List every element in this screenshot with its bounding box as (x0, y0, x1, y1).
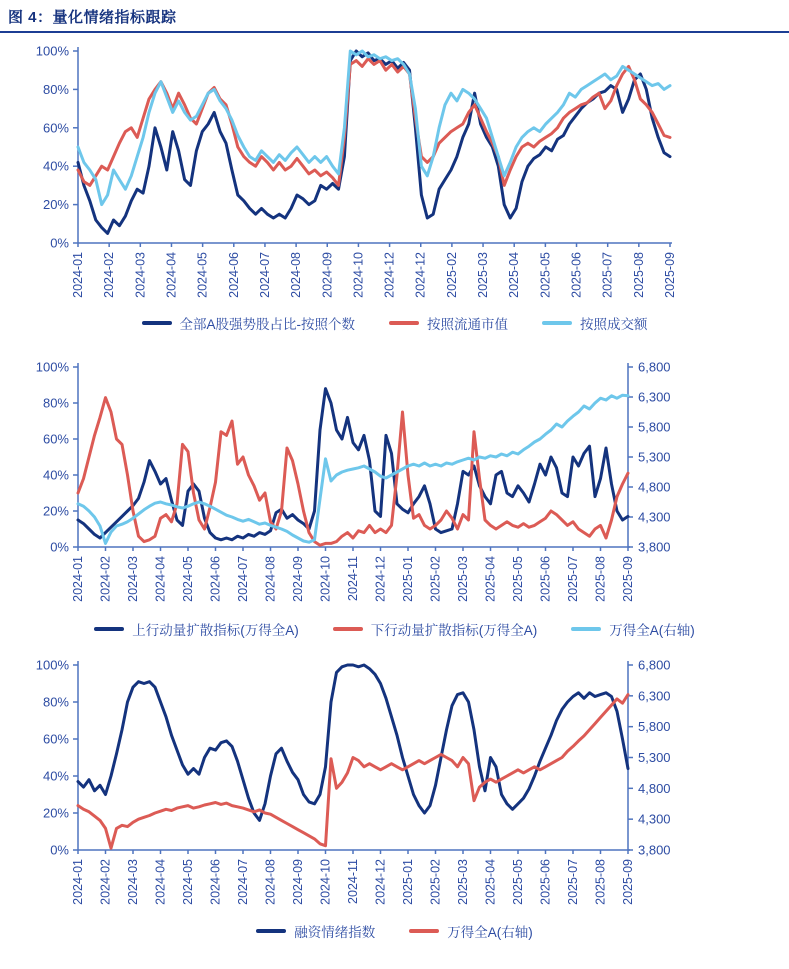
y-axis-tick-label: 100% (35, 359, 69, 375)
x-axis-label-group (511, 859, 525, 905)
y-axis-tick-label: 80% (42, 694, 69, 710)
x-axis-label: 2024-10 (318, 859, 333, 905)
y-axis-tick-label: 40% (42, 158, 69, 174)
x-axis-label: 2024-03 (133, 252, 148, 298)
legend-item-2 (571, 619, 695, 639)
chart3-legend (0, 919, 789, 943)
x-axis-label-group (258, 252, 272, 298)
x-axis-label-group (507, 252, 521, 298)
legend-item-1 (409, 921, 533, 941)
x-axis-label: 2024-12 (373, 556, 388, 602)
x-axis-label-group (383, 252, 397, 298)
x-axis-label-group (71, 556, 85, 602)
x-axis-label-group (196, 252, 210, 298)
x-axis-label: 2025-02 (428, 556, 443, 602)
x-axis-label: 2024-11 (346, 859, 360, 904)
x-axis-label: 2024-08 (289, 252, 304, 298)
x-axis-label-group (346, 556, 360, 601)
x-axis-label: 2025-03 (456, 556, 470, 602)
x-axis-label-group (351, 252, 365, 298)
legend-label: 按照流通市值 (427, 317, 508, 332)
x-axis-label-group (484, 556, 498, 602)
legend-label: 万得全A(右轴) (609, 623, 695, 638)
x-axis-label: 2024-10 (318, 556, 333, 602)
x-axis-label: 2024-06 (208, 556, 223, 602)
y-axis-tick-label: 0% (50, 842, 69, 858)
x-axis-label-group (621, 859, 635, 905)
x-axis-label-group (566, 556, 580, 602)
x-axis-label-group (289, 252, 303, 298)
x-axis-label: 2025-07 (566, 556, 580, 602)
x-axis-label-group (236, 859, 250, 905)
x-axis-label: 2024-07 (257, 252, 272, 298)
x-axis-label: 2025-09 (621, 556, 635, 602)
x-axis-label-group (570, 252, 584, 298)
x-axis-label: 2025-04 (483, 556, 498, 602)
x-axis-label: 2024-05 (181, 859, 195, 905)
y-axis-tick-label: 20% (42, 197, 69, 213)
x-axis-label-group (154, 859, 168, 905)
x-axis-label-group (164, 252, 178, 298)
x-axis-label-group (484, 859, 498, 905)
legend-line-swatch (389, 321, 419, 325)
series-line-2 (78, 51, 670, 205)
x-axis-label: 2025-01 (401, 556, 415, 602)
y-axis-tick-label: 60% (42, 120, 69, 136)
chart2-legend (0, 617, 789, 641)
figure-title: 图 4：量化情绪指标跟踪 (8, 9, 177, 26)
x-axis-label-group (456, 556, 470, 602)
legend-item-1 (389, 313, 508, 333)
x-axis-label: 2024-07 (236, 556, 250, 602)
x-axis-label: 2025-07 (566, 859, 580, 905)
legend-line-swatch (333, 627, 363, 631)
x-axis-label: 2024-09 (291, 859, 305, 905)
y-axis-tick-label: 60% (42, 731, 69, 747)
x-axis-label: 2024-04 (153, 859, 168, 905)
legend-item-2 (542, 313, 648, 333)
y-axis-tick-label: 60% (42, 431, 69, 447)
series-line-0 (78, 51, 670, 233)
x-axis-label: 2024-08 (263, 859, 278, 905)
right-axis-tick-label: 6,800 (638, 657, 671, 673)
figure-title-bar (0, 0, 789, 33)
x-axis-label-group (621, 556, 635, 602)
x-axis-label: 2025-01 (401, 859, 415, 905)
x-axis-label-group (539, 556, 553, 602)
x-axis-label-group (264, 556, 278, 602)
x-axis-label: 2024-03 (126, 556, 140, 602)
chart-momentum-diffusion (0, 349, 789, 641)
right-axis-tick-label: 6,300 (638, 389, 671, 405)
x-axis-label: 2024-10 (351, 252, 366, 298)
x-axis-label-group (401, 859, 415, 905)
x-axis-label: 2024-12 (413, 252, 428, 298)
x-axis-label: 2025-06 (538, 859, 553, 905)
legend-label: 上行动量扩散指标(万得全A) (132, 623, 299, 638)
right-axis-tick-label: 4,800 (638, 479, 671, 495)
right-axis-tick-label: 5,300 (638, 449, 671, 465)
x-axis-label: 2024-01 (71, 252, 85, 298)
x-axis-label: 2025-09 (663, 252, 677, 298)
x-axis-label-group (374, 859, 388, 905)
x-axis-label-group (476, 252, 490, 298)
x-axis-label: 2024-03 (126, 859, 140, 905)
x-axis-label-group (429, 859, 443, 905)
x-axis-label: 2024-08 (263, 556, 278, 602)
right-axis-tick-label: 5,800 (638, 719, 671, 735)
x-axis-label: 2025-08 (593, 556, 608, 602)
x-axis-label: 2025-06 (538, 556, 553, 602)
chart-margin-sentiment (0, 653, 789, 943)
x-axis-label-group (538, 252, 552, 298)
x-axis-label: 2025-03 (476, 252, 491, 298)
legend-item-0 (142, 313, 356, 333)
series-line-0 (78, 665, 628, 820)
x-axis-label: 2024-05 (181, 556, 195, 602)
x-axis-label-group (594, 556, 608, 602)
x-axis-label-group (456, 859, 470, 905)
chart1-legend (0, 311, 789, 335)
x-axis-label-group (291, 859, 305, 905)
x-axis-label-group (227, 252, 241, 298)
legend-item-0 (256, 921, 375, 941)
x-axis-label-group (346, 859, 360, 904)
x-axis-label-group (209, 556, 223, 602)
x-axis-label: 2024-01 (71, 859, 85, 905)
y-axis-tick-label: 20% (42, 805, 69, 821)
chart3-canvas (0, 653, 789, 919)
x-axis-label-group (102, 252, 116, 298)
y-axis-tick-label: 20% (42, 503, 69, 519)
x-axis-label: 2024-06 (226, 252, 241, 298)
x-axis-label: 2025-04 (507, 252, 522, 298)
x-axis-label: 2025-08 (631, 252, 646, 298)
x-axis-label-group (320, 252, 334, 298)
y-axis-tick-label: 80% (42, 81, 69, 97)
legend-label: 下行动量扩散指标(万得全A) (370, 623, 538, 638)
x-axis-label: 2024-11 (346, 556, 360, 601)
y-axis-tick-label: 100% (35, 657, 69, 673)
x-axis-label-group (319, 556, 333, 602)
x-axis-label-group (511, 556, 525, 602)
right-axis-tick-label: 6,300 (638, 688, 671, 704)
right-axis-tick-label: 3,800 (638, 842, 671, 858)
legend-line-swatch (571, 627, 601, 631)
x-axis-label-group (99, 556, 113, 602)
x-axis-label-group (566, 859, 580, 905)
x-axis-label-group (71, 859, 85, 905)
x-axis-label: 2024-01 (71, 556, 85, 602)
x-axis-label-group (401, 556, 415, 602)
right-axis-tick-label: 3,800 (638, 539, 671, 555)
x-axis-label: 2024-09 (320, 252, 335, 298)
right-axis-tick-label: 4,300 (638, 811, 671, 827)
x-axis-label: 2024-09 (291, 556, 305, 602)
x-axis-label: 2024-05 (195, 252, 210, 298)
legend-item-0 (94, 619, 299, 639)
x-axis-label: 2025-05 (511, 556, 525, 602)
right-axis-tick-label: 5,800 (638, 419, 671, 435)
chart1-canvas (0, 41, 789, 311)
x-axis-label: 2025-09 (621, 859, 635, 905)
y-axis-tick-label: 0% (50, 235, 69, 251)
right-axis-tick-label: 4,800 (638, 780, 671, 796)
x-axis-label: 2024-02 (102, 252, 117, 298)
series-line-1 (78, 695, 628, 849)
x-axis-label: 2025-03 (456, 859, 470, 905)
y-axis-tick-label: 40% (42, 467, 69, 483)
legend-label: 按照成交额 (580, 317, 648, 332)
legend-line-swatch (409, 929, 439, 933)
x-axis-label: 2025-05 (511, 859, 525, 905)
x-axis-label-group (601, 252, 615, 298)
x-axis-label: 2025-07 (600, 252, 615, 298)
x-axis-label: 2024-07 (236, 859, 250, 905)
x-axis-label-group (291, 556, 305, 602)
x-axis-label-group (539, 859, 553, 905)
x-axis-label-group (181, 556, 195, 602)
legend-line-swatch (142, 321, 172, 325)
x-axis-label-group (594, 859, 608, 905)
right-axis-tick-label: 4,300 (638, 509, 671, 525)
x-axis-label: 2024-02 (98, 859, 113, 905)
x-axis-label-group (445, 252, 459, 298)
x-axis-label-group (429, 556, 443, 602)
legend-line-swatch (542, 321, 572, 325)
x-axis-label: 2024-06 (208, 859, 223, 905)
chart-strong-stock-ratio (0, 41, 789, 335)
x-axis-label-group (632, 252, 646, 298)
x-axis-label-group (414, 252, 428, 298)
x-axis-label-group (319, 859, 333, 905)
y-axis-tick-label: 0% (50, 539, 69, 555)
x-axis-label-group (181, 859, 195, 905)
x-axis-label-group (99, 859, 113, 905)
x-axis-label-group (71, 252, 85, 298)
x-axis-label: 2024-12 (382, 252, 397, 298)
right-axis-tick-label: 5,300 (638, 750, 671, 765)
legend-label: 融资情绪指数 (294, 925, 376, 940)
legend-label: 全部A股强势股占比-按照个数 (179, 317, 355, 332)
x-axis-label-group (209, 859, 223, 905)
x-axis-label-group (126, 859, 140, 905)
chart2-canvas (0, 349, 789, 617)
legend-item-1 (333, 619, 538, 639)
legend-line-swatch (94, 627, 124, 631)
x-axis-label-group (133, 252, 147, 298)
y-axis-tick-label: 80% (42, 395, 69, 411)
x-axis-label-group (374, 556, 388, 602)
legend-label: 万得全A(右轴) (447, 925, 533, 940)
x-axis-label: 2024-04 (153, 556, 168, 602)
x-axis-label-group (663, 252, 677, 298)
x-axis-label-group (236, 556, 250, 602)
x-axis-label: 2025-04 (483, 859, 498, 905)
x-axis-label: 2025-06 (569, 252, 584, 298)
x-axis-label: 2025-05 (538, 252, 553, 298)
x-axis-label: 2024-12 (373, 859, 388, 905)
right-axis-tick-label: 6,800 (638, 359, 671, 375)
legend-line-swatch (256, 929, 286, 933)
x-axis-label-group (264, 859, 278, 905)
x-axis-label: 2025-02 (428, 859, 443, 905)
x-axis-label: 2025-02 (444, 252, 459, 298)
x-axis-label-group (126, 556, 140, 602)
x-axis-label: 2025-08 (593, 859, 608, 905)
y-axis-tick-label: 40% (42, 768, 69, 784)
y-axis-tick-label: 100% (35, 43, 69, 59)
x-axis-label: 2024-02 (98, 556, 113, 602)
x-axis-label: 2024-04 (164, 252, 179, 298)
x-axis-label-group (154, 556, 168, 602)
